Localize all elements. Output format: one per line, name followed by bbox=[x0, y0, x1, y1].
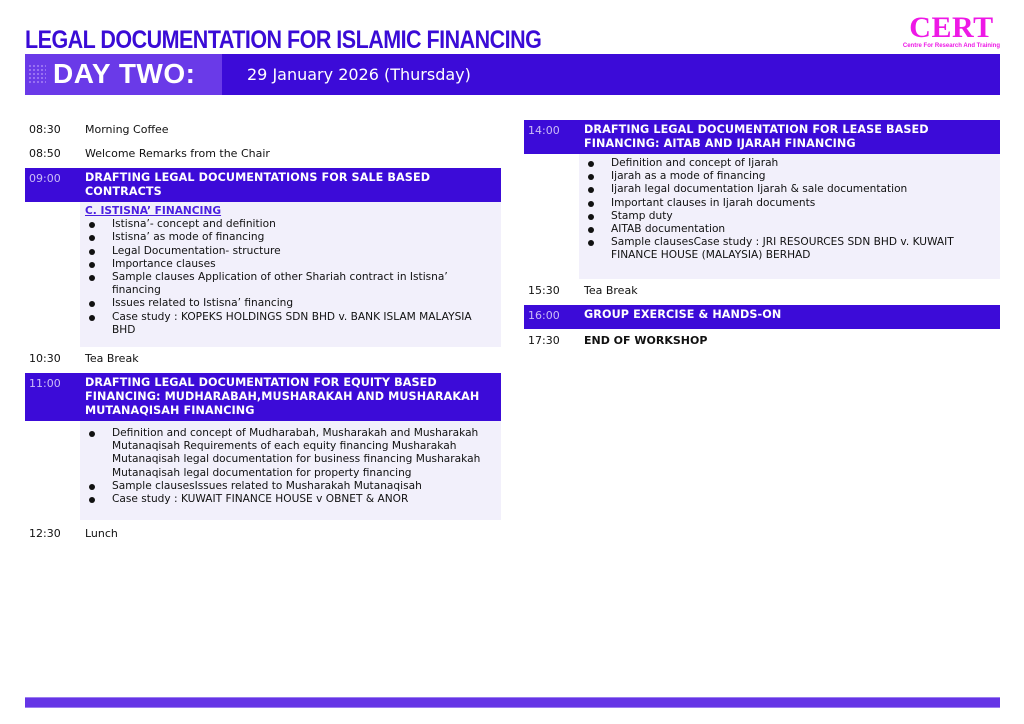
bullet-icon bbox=[89, 235, 95, 241]
topic-list bbox=[584, 157, 992, 263]
list-item-text: Legal Documentation- structure bbox=[112, 244, 281, 257]
session-header bbox=[524, 305, 1000, 329]
list-item-text: Case study : KUWAIT FINANCE HOUSE v OBNET & ANOR bbox=[112, 493, 409, 506]
session-body bbox=[579, 154, 1000, 279]
bullet-icon bbox=[588, 187, 594, 193]
list-item bbox=[584, 236, 992, 262]
session-group-exercise bbox=[524, 305, 1000, 329]
row-time: 10:30 bbox=[29, 352, 61, 366]
logo-wordmark: CERT bbox=[909, 11, 994, 44]
session-title: DRAFTING LEGAL DOCUMENTATION FOR EQUITY BASED FINANCING: MUDHARABAH,MUSHARAKAH AND MUSHARAKAH MUTANAQISAH FINANCING bbox=[85, 376, 480, 418]
row-label: Welcome Remarks from the Chair bbox=[85, 147, 270, 160]
session-header bbox=[25, 168, 501, 202]
list-item bbox=[85, 427, 493, 480]
row-time: 08:30 bbox=[29, 123, 61, 136]
session-title: GROUP EXERCISE & HANDS-ON bbox=[584, 307, 782, 321]
bullet-icon bbox=[588, 201, 594, 207]
row-label: END OF WORKSHOP bbox=[584, 333, 708, 347]
day-date: 29 January 2026 (Thursday) bbox=[247, 65, 471, 84]
list-item bbox=[85, 493, 493, 506]
session-header bbox=[25, 373, 501, 421]
list-item-text: AITAB documentation bbox=[611, 223, 726, 236]
schedule-row-lunch bbox=[25, 524, 501, 548]
bullet-icon bbox=[588, 240, 594, 246]
row-time: 08:50 bbox=[29, 147, 61, 160]
bullet-icon bbox=[89, 484, 95, 490]
bullet-icon bbox=[89, 497, 95, 503]
bullet-icon bbox=[89, 275, 95, 281]
list-item-text: Istisna’ as mode of financing bbox=[112, 231, 265, 244]
schedule-row-tea-break bbox=[524, 281, 1000, 305]
list-item bbox=[85, 311, 493, 337]
bullet-icon bbox=[588, 174, 594, 180]
row-label: Lunch bbox=[85, 527, 118, 541]
list-item bbox=[584, 157, 992, 170]
session-time: 16:00 bbox=[528, 308, 560, 322]
list-item bbox=[584, 170, 992, 183]
dot-pattern-icon bbox=[28, 64, 46, 85]
list-item bbox=[85, 271, 493, 297]
list-item bbox=[584, 183, 992, 196]
session-title: DRAFTING LEGAL DOCUMENTATION FOR LEASE BASED FINANCING: AITAB AND IJARAH FINANCING bbox=[584, 123, 929, 150]
cert-logo bbox=[902, 11, 1000, 49]
bullet-icon bbox=[89, 249, 95, 255]
session-time: 09:00 bbox=[29, 172, 61, 185]
day-label-box bbox=[25, 54, 222, 95]
bullet-icon bbox=[89, 431, 95, 437]
list-item bbox=[85, 297, 493, 310]
row-time: 15:30 bbox=[528, 283, 560, 297]
schedule-row-morning-coffee bbox=[25, 120, 501, 144]
list-item-text: Ijarah legal documentation Ijarah & sale documentation bbox=[611, 183, 908, 196]
row-label: Tea Break bbox=[584, 283, 638, 297]
bullet-icon bbox=[588, 214, 594, 220]
list-item-text: Stamp duty bbox=[611, 209, 673, 222]
session-header bbox=[524, 120, 1000, 154]
list-item-text: Sample clausesIssues related to Musharakah Mutanaqisah bbox=[112, 479, 422, 492]
session-title: DRAFTING LEGAL DOCUMENTATIONS FOR SALE BASED CONTRACTS bbox=[85, 171, 431, 198]
list-item bbox=[584, 223, 992, 236]
schedule-row-welcome bbox=[25, 144, 501, 168]
list-item bbox=[85, 480, 493, 493]
list-item-text: Issues related to Istisna’ financing bbox=[112, 297, 294, 310]
row-time: 12:30 bbox=[29, 527, 61, 541]
bullet-icon bbox=[588, 227, 594, 233]
session-time: 11:00 bbox=[29, 377, 61, 391]
list-item bbox=[85, 258, 493, 271]
list-item-text: Definition and concept of Mudharabah, Musharakah and Musharakah Mutanaqisah Requirements of each equity financing Musharakah Mutanaqisah legal documentation for business financing Musharakah Mutanaqisah legal documentation for property financing bbox=[112, 427, 481, 479]
session-time: 14:00 bbox=[528, 124, 560, 137]
schedule-row-end bbox=[524, 331, 1000, 355]
session-body bbox=[80, 202, 501, 347]
bullet-icon bbox=[89, 315, 95, 321]
list-item bbox=[85, 231, 493, 244]
list-item-text: Case study : KOPEKS HOLDINGS SDN BHD v. BANK ISLAM MALAYSIA BHD bbox=[112, 310, 472, 336]
row-time: 17:30 bbox=[528, 333, 560, 347]
topic-list bbox=[85, 218, 493, 337]
row-label: Morning Coffee bbox=[85, 123, 169, 136]
topic-list bbox=[85, 427, 493, 506]
list-item-text: Istisna’- concept and definition bbox=[112, 218, 276, 231]
list-item-text: Importance clauses bbox=[112, 257, 216, 270]
day-label: DAY TWO: bbox=[53, 58, 196, 89]
session-equity-based bbox=[25, 373, 501, 520]
list-item-text: Sample clauses Application of other Shariah contract in Istisna’ financing bbox=[112, 271, 448, 297]
document-title: LEGAL DOCUMENTATION FOR ISLAMIC FINANCING bbox=[25, 26, 542, 54]
schedule-left-column bbox=[25, 120, 501, 548]
list-item-text: Ijarah as a mode of financing bbox=[611, 170, 766, 183]
bullet-icon bbox=[89, 301, 95, 307]
list-item bbox=[85, 245, 493, 258]
session-subheading: C. ISTISNA’ FINANCING bbox=[85, 205, 222, 217]
logo-tagline: Centre For Research And Training bbox=[902, 43, 1000, 49]
bullet-icon bbox=[89, 222, 95, 228]
list-item-text: Important clauses in Ijarah documents bbox=[611, 196, 816, 209]
session-body bbox=[80, 421, 501, 520]
footer-bar bbox=[25, 697, 1000, 708]
list-item bbox=[584, 197, 992, 210]
session-sale-based bbox=[25, 168, 501, 347]
bullet-icon bbox=[588, 161, 594, 167]
day-banner bbox=[25, 54, 1000, 95]
row-label: Tea Break bbox=[85, 352, 139, 366]
list-item bbox=[85, 218, 493, 231]
schedule-row-tea-break bbox=[25, 349, 501, 373]
bullet-icon bbox=[89, 262, 95, 268]
session-lease-based bbox=[524, 120, 1000, 279]
list-item-text: Sample clausesCase study : JRI RESOURCES SDN BHD v. KUWAIT FINANCE HOUSE (MALAYSIA) BERHAD bbox=[611, 236, 954, 262]
list-item bbox=[584, 210, 992, 223]
schedule-right-column bbox=[524, 120, 1000, 355]
list-item-text: Definition and concept of Ijarah bbox=[611, 157, 779, 169]
